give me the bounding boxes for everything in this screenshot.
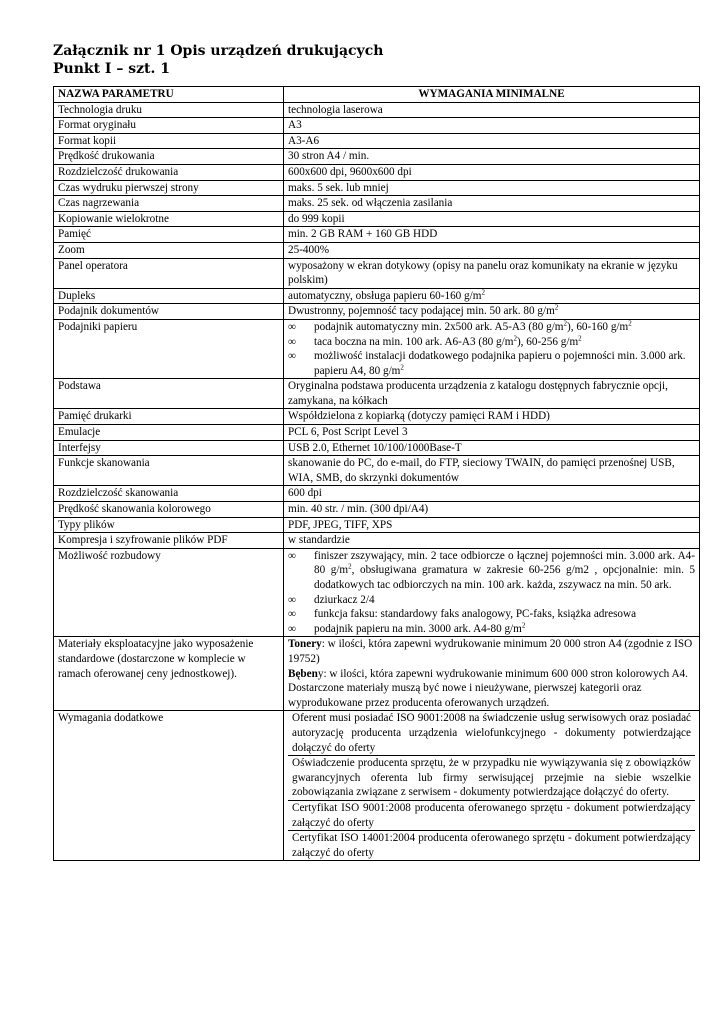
toner-text: : w ilości, która zapewni wydrukowanie minimum 20 000 stron A4 (zgodnie z ISO 19752) xyxy=(288,638,693,665)
table-row xyxy=(54,133,700,149)
item-text: ), 60-256 g/m xyxy=(516,335,579,348)
table-row xyxy=(54,180,700,196)
list-item xyxy=(288,622,695,637)
param-value xyxy=(284,548,700,637)
superscript: 2 xyxy=(554,303,559,312)
table-row xyxy=(54,517,700,533)
param-name: Typy plików xyxy=(54,517,284,533)
item-text: dziurkacz 2/4 xyxy=(314,593,375,606)
param-name: Czas wydruku pierwszej strony xyxy=(54,180,284,196)
table-row xyxy=(54,711,700,861)
infinity-bullet-icon: ∞ xyxy=(288,593,296,606)
table-row xyxy=(54,425,700,441)
param-value: Oryginalna podstawa producenta urządzenia z katalogu dostępnych fabrycznie opcji, zamykana, na kółkach xyxy=(284,379,700,409)
param-value xyxy=(284,304,700,320)
item-text: ), 60-160 g/m xyxy=(567,320,629,333)
requirement-block: Certyfikat ISO 14001:2004 producenta oferowanego sprzętu - dokument potwierdzający załączyć do oferty xyxy=(292,832,691,859)
param-value: w standardzie xyxy=(284,533,700,549)
param-name: Pamięć xyxy=(54,227,284,243)
table-row xyxy=(54,548,700,637)
table-row xyxy=(54,149,700,165)
infinity-bullet-icon: ∞ xyxy=(288,335,296,348)
table-row xyxy=(54,288,700,304)
param-name: Dupleks xyxy=(54,288,284,304)
table-row xyxy=(54,164,700,180)
superscript: 2 xyxy=(563,319,568,328)
table-row xyxy=(54,102,700,118)
param-value: Współdzielona z kopiarką (dotyczy pamięci RAM i HDD) xyxy=(284,409,700,425)
item-text: podajnik automatyczny min. 2x500 ark. A5-A3 (80 g/m xyxy=(314,320,564,333)
param-name: Pamięć drukarki xyxy=(54,409,284,425)
param-name: Rozdzielczość skanowania xyxy=(54,486,284,502)
table-row xyxy=(54,211,700,227)
table-row xyxy=(54,304,700,320)
requirement-block: Oświadczenie producenta sprzętu, że w przypadku nie wywiązywania się z obowiązków gwarancyjnych oferenta lub firmy serwisującej przejmie na siebie wszelkie zobowiązania związane z serwisem - dokumenty potwierdzające dołączyć do oferty. xyxy=(288,756,695,801)
param-value xyxy=(284,319,700,378)
param-name: Format oryginału xyxy=(54,118,284,134)
item-text: funkcja faksu: standardowy faks analogowy, PC-faks, książka adresowa xyxy=(314,608,637,621)
drum-label: Bęben xyxy=(288,667,318,680)
param-name: Funkcje skanowania xyxy=(54,456,284,486)
param-value xyxy=(284,637,700,711)
table-row xyxy=(54,118,700,134)
item-text: podajnik papieru na min. 3000 ark. A4-80 g/m xyxy=(314,622,522,635)
param-value: PCL 6, Post Script Level 3 xyxy=(284,425,700,441)
bullet-list xyxy=(288,320,695,378)
param-name: Czas nagrzewania xyxy=(54,196,284,212)
param-value: 30 stron A4 / min. xyxy=(284,149,700,165)
param-value: USB 2.0, Ethernet 10/100/1000Base-T xyxy=(284,440,700,456)
toner-block xyxy=(288,637,695,666)
param-name: Materiały eksploatacyjne jako wyposażenie standardowe (dostarczone w komplecie w ramach oferowanej ceny jednostkowej). xyxy=(54,637,284,711)
infinity-bullet-icon: ∞ xyxy=(288,608,296,621)
superscript: 2 xyxy=(400,362,404,371)
value-text: Dwustronny, pojemność tacy podającej min. 50 ark. 80 g/m xyxy=(288,305,555,318)
requirement-block: Certyfikat ISO 9001:2008 producenta oferowanego sprzętu - dokument potwierdzający załączyć do oferty xyxy=(288,801,695,831)
param-value: maks. 5 sek. lub mniej xyxy=(284,180,700,196)
superscript: 2 xyxy=(481,287,485,296)
list-item xyxy=(288,607,695,622)
param-name: Interfejsy xyxy=(54,440,284,456)
param-name: Panel operatora xyxy=(54,258,284,288)
table-row xyxy=(54,242,700,258)
table-row xyxy=(54,227,700,243)
item-text: finiszer zszywający, min. 2 tace odbiorcze o łącznej pojemności min. 3.000 ark. A4-80 g/m xyxy=(314,549,695,577)
list-item xyxy=(288,549,695,593)
param-value xyxy=(284,711,700,861)
table-row xyxy=(54,502,700,518)
infinity-bullet-icon: ∞ xyxy=(288,622,296,635)
header-parameter-name: NAZWA PARAMETRU xyxy=(54,87,284,103)
table-row xyxy=(54,533,700,549)
drum-block xyxy=(288,667,695,711)
param-value: do 999 kopii xyxy=(284,211,700,227)
infinity-bullet-icon: ∞ xyxy=(288,350,296,363)
superscript: 2 xyxy=(513,333,517,342)
list-item xyxy=(288,335,695,350)
param-value: maks. 25 sek. od włączenia zasilania xyxy=(284,196,700,212)
param-name: Prędkość drukowania xyxy=(54,149,284,165)
document-title: Załącznik nr 1 Opis urządzeń drukujących xyxy=(53,43,384,59)
table-row xyxy=(54,440,700,456)
param-name: Podstawa xyxy=(54,379,284,409)
item-text: taca boczna na min. 100 ark. A6-A3 (80 g/m xyxy=(314,335,514,348)
param-name: Możliwość rozbudowy xyxy=(54,548,284,637)
table-row xyxy=(54,409,700,425)
param-value: A3 xyxy=(284,118,700,134)
param-value: PDF, JPEG, TIFF, XPS xyxy=(284,517,700,533)
toner-label: Tonery xyxy=(288,638,322,651)
table-header-row xyxy=(54,87,700,103)
superscript: 2 xyxy=(348,562,352,571)
table-row xyxy=(54,196,700,212)
bullet-list xyxy=(288,549,695,637)
superscript: 2 xyxy=(521,621,526,630)
list-item xyxy=(288,593,695,608)
infinity-bullet-icon: ∞ xyxy=(288,549,296,562)
param-name: Format kopii xyxy=(54,133,284,149)
param-name: Podajnik dokumentów xyxy=(54,304,284,320)
param-value: 600 dpi xyxy=(284,486,700,502)
list-item xyxy=(288,320,695,335)
param-value: technologia laserowa xyxy=(284,102,700,118)
drum-text: y: w ilości, która zapewni wydrukowanie minimum 600 000 stron kolorowych A4. Dostarczone materiały muszą być nowe i nieużywane, pierwszej kategorii oraz wyprodukowane przez producenta oferowanych urządzeń. xyxy=(288,667,688,709)
param-value: skanowanie do PC, do e-mail, do FTP, sieciowy TWAIN, do pamięci przenośnej USB, WIA, SMB, do skrzynki dokumentów xyxy=(284,456,700,486)
param-value: 25-400% xyxy=(284,242,700,258)
param-value xyxy=(284,288,700,304)
requirement-block: Oferent musi posiadać ISO 9001:2008 na świadczenie usług serwisowych oraz posiadać autoryzację producenta urządzenia wielofunkcyjnego - dokumenty potwierdzające dołączyć do oferty xyxy=(288,711,695,756)
table-row xyxy=(54,258,700,288)
header-minimum-requirements: WYMAGANIA MINIMALNE xyxy=(284,87,700,103)
param-value: A3-A6 xyxy=(284,133,700,149)
document-heading xyxy=(53,42,383,78)
param-name: Kopiowanie wielokrotne xyxy=(54,211,284,227)
item-text: możliwość instalacji dodatkowego podajnika papieru o pojemności min. 3.000 ark. papieru A4, 80 g/m xyxy=(314,350,686,377)
param-name: Zoom xyxy=(54,242,284,258)
param-value: 600x600 dpi, 9600x600 dpi xyxy=(284,164,700,180)
spec-table xyxy=(53,86,700,861)
param-name: Kompresja i szyfrowanie plików PDF xyxy=(54,533,284,549)
table-row xyxy=(54,486,700,502)
param-name: Rozdzielczość drukowania xyxy=(54,164,284,180)
param-name: Podajniki papieru xyxy=(54,319,284,378)
infinity-bullet-icon: ∞ xyxy=(288,320,296,333)
value-text: automatyczny, obsługa papieru 60-160 g/m xyxy=(288,289,482,302)
param-name: Emulacje xyxy=(54,425,284,441)
list-item xyxy=(288,349,695,378)
table-row xyxy=(54,319,700,378)
param-name: Prędkość skanowania kolorowego xyxy=(54,502,284,518)
superscript: 2 xyxy=(578,333,582,342)
param-value: min. 40 str. / min. (300 dpi/A4) xyxy=(284,502,700,518)
item-text: , obsługiwana gramatura w zakresie 60-256 g/m2 , opcjonalnie: min. 5 dodatkowych tac odbiorczych na min. 100 ark. każda, zszywacz na min. 50 ark. xyxy=(314,564,696,591)
table-row xyxy=(54,456,700,486)
superscript: 2 xyxy=(628,319,632,328)
table-row xyxy=(54,379,700,409)
param-name: Wymagania dodatkowe xyxy=(54,711,284,861)
table-row xyxy=(54,637,700,711)
param-name: Technologia druku xyxy=(54,102,284,118)
param-value: min. 2 GB RAM + 160 GB HDD xyxy=(284,227,700,243)
document-subtitle: Punkt I – szt. 1 xyxy=(53,61,171,77)
param-value: wyposażony w ekran dotykowy (opisy na panelu oraz komunikaty na ekranie w języku polskim) xyxy=(284,258,700,288)
